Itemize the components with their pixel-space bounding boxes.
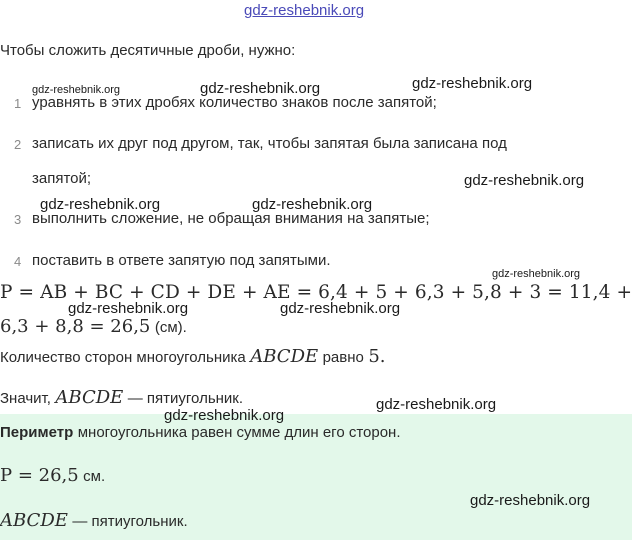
formula-math: 6,3 + 8,8 = 26,5 [0,316,151,337]
shape-result [0,510,188,531]
watermark: gdz-reshebnik.org [280,300,401,317]
polygon-name: ABCDE [55,387,124,408]
conclusion-statement [0,387,243,408]
perimeter-result [0,465,105,486]
polygon-name: ABCDE [0,510,68,531]
watermark: gdz-reshebnik.org [68,300,189,317]
step-number: 1 [14,96,22,111]
formula-unit: (см). [154,319,187,336]
intro-text: Чтобы сложить десятичные дроби, нужно: [0,42,296,59]
watermark: gdz-reshebnik.org [492,268,581,280]
watermark: gdz-reshebnik.org [464,172,585,189]
watermark: gdz-reshebnik.org [164,407,285,424]
watermark: gdz-reshebnik.org [252,196,373,213]
watermark-top: gdz-reshebnik.org [244,2,365,19]
definition-term: Периметр [0,424,74,441]
watermark: gdz-reshebnik.org [376,396,497,413]
definition-text: многоугольника равен сумме длин его сторон. [77,424,401,441]
step-text-continued: запятой; [32,170,92,187]
perimeter-formula-line1: P = AB + BC + CD + DE + AE = 6,4 + 5 + 6,3 + 5,8 + 3 = 11,4 + [0,282,632,303]
polygon-name: ABCDE [250,346,319,367]
watermark: gdz-reshebnik.org [32,84,121,96]
conclusion-text: — пятиугольник. [127,390,244,407]
conclusion-text: Значит, [0,390,51,407]
watermark: gdz-reshebnik.org [470,492,591,509]
sides-text: равно [322,349,364,366]
step-text: поставить в ответе запятую под запятыми. [32,252,331,269]
step-text: записать их друг под другом, так, чтобы запятая была записана под [32,135,507,152]
step-number: 4 [14,254,22,269]
step-text: выполнить сложение, не обращая внимания на запятые; [32,210,430,227]
watermark: gdz-reshebnik.org [40,196,161,213]
step-number: 2 [14,137,22,152]
step-number: 3 [14,212,22,227]
perimeter-value: P = 26,5 [0,465,79,486]
shape-text: — пятиугольник. [72,513,188,530]
perimeter-definition [0,424,401,442]
sides-statement [0,346,386,367]
perimeter-unit: см. [83,468,106,485]
perimeter-formula-line2 [0,316,187,337]
sides-value: 5. [368,346,386,367]
step-text: уравнять в этих дробях количество знаков после запятой; [32,94,437,111]
watermark: gdz-reshebnik.org [200,80,321,97]
sides-text: Количество сторон многоугольника [0,349,246,366]
watermark: gdz-reshebnik.org [412,75,533,92]
